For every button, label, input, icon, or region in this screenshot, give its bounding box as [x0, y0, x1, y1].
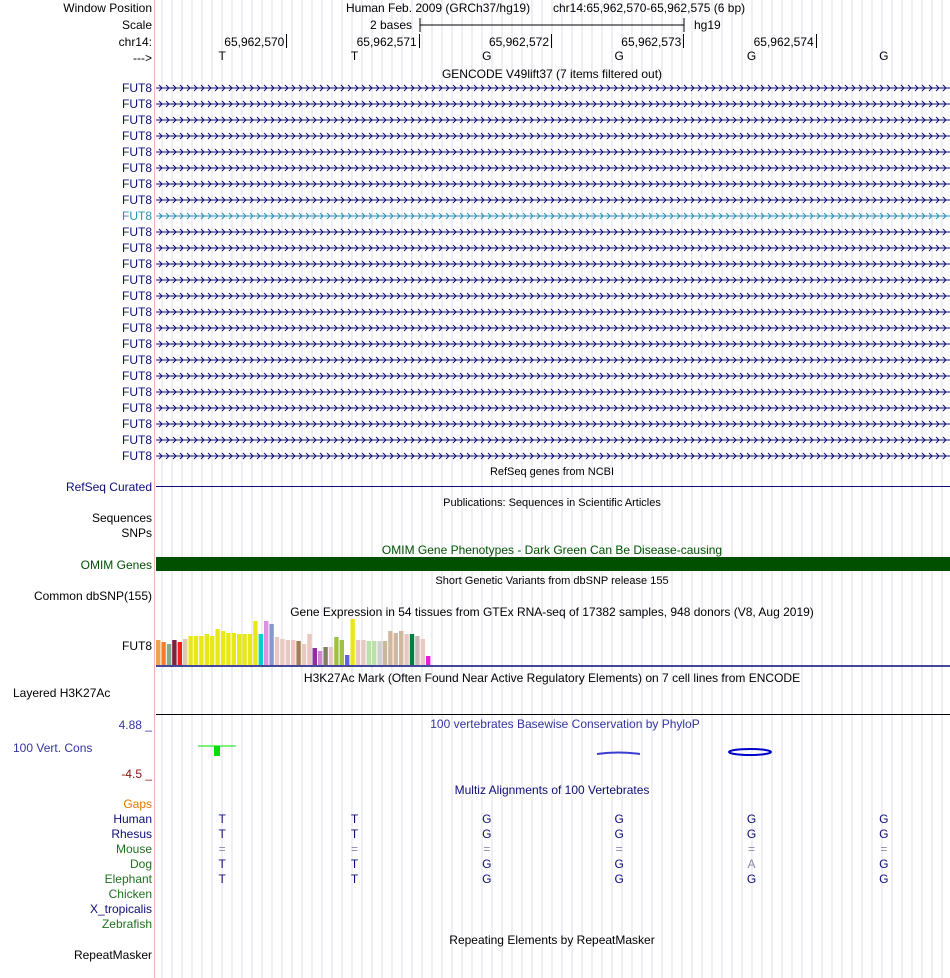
gencode-gene-label[interactable]: FUT8 — [122, 273, 152, 287]
species-label[interactable]: X_tropicalis — [89, 902, 152, 916]
gtex-tissue-bar — [242, 634, 246, 665]
alignment-base: G — [482, 827, 492, 841]
alignment-base: G — [482, 872, 492, 886]
gtex-tissue-bar — [421, 639, 425, 665]
gtex-tissue-bar — [399, 631, 403, 665]
gtex-tissue-bar — [302, 644, 306, 665]
gencode-transcript — [156, 197, 950, 203]
multiz-title: Multiz Alignments of 100 Vertebrates — [454, 783, 650, 797]
ruler-tick — [683, 34, 684, 48]
gencode-gene-label[interactable]: FUT8 — [122, 353, 152, 367]
gtex-tissue-bar — [318, 651, 322, 665]
gtex-tissue-bar — [372, 641, 376, 665]
gencode-transcript — [156, 229, 950, 235]
scale-bar-text: 2 bases — [370, 18, 413, 32]
species-label[interactable]: Dog — [129, 857, 152, 871]
gtex-tissue-bar — [313, 648, 317, 665]
gtex-tissue-bar — [259, 634, 263, 665]
gencode-gene-label[interactable]: FUT8 — [122, 129, 152, 143]
gencode-gene-label[interactable]: FUT8 — [122, 385, 152, 399]
gencode-transcript — [156, 277, 950, 283]
gtex-tissue-bar — [383, 641, 387, 665]
phylop-label[interactable]: 100 Vert. Cons — [13, 741, 93, 755]
gencode-gene-label[interactable]: FUT8 — [122, 241, 152, 255]
ruler-position: 65,962,572 — [488, 35, 549, 49]
alignment-base: A — [747, 857, 756, 871]
track-image-column[interactable] — [156, 0, 950, 978]
ruler-tick — [286, 34, 287, 48]
gencode-gene-label[interactable]: FUT8 — [122, 97, 152, 111]
gencode-transcript — [156, 453, 950, 459]
species-label[interactable]: Mouse — [115, 842, 152, 856]
gtex-tissue-bar — [345, 655, 349, 665]
gtex-tissue-bar — [367, 641, 371, 665]
alignment-base: G — [482, 857, 492, 871]
gtex-tissue-bar — [426, 656, 430, 665]
ruler-position: 65,962,573 — [621, 35, 682, 49]
gtex-tissue-bar — [248, 634, 252, 665]
alignment-base: = — [483, 842, 491, 856]
alignment-base: G — [746, 812, 757, 826]
gtex-tissue-bar — [356, 640, 360, 665]
gtex-tissue-bar — [237, 634, 241, 665]
alignment-base: = — [880, 842, 888, 856]
gtex-tissue-bar — [361, 640, 365, 665]
scale-label: Scale — [121, 18, 152, 32]
alignment-base: T — [218, 812, 226, 826]
sequences-label[interactable]: Sequences — [91, 511, 152, 525]
gencode-transcript — [156, 325, 950, 331]
window-position-value: Human Feb. 2009 (GRCh37/hg19) — [346, 1, 531, 15]
gtex-title: Gene Expression in 54 tissues from GTEx RNA-seq of 17382 samples, 948 donors (V8, Aug 2019) — [290, 605, 814, 619]
gencode-title: GENCODE V49lift37 (7 items filtered out) — [441, 67, 663, 81]
phylop-negative-dip-1 — [597, 753, 640, 755]
species-label[interactable]: Human — [113, 812, 152, 826]
alignment-base: G — [482, 812, 492, 826]
gtex-tissue-bar — [329, 647, 333, 665]
gtex-tissue-bar — [188, 636, 192, 665]
alignment-base: G — [746, 827, 757, 841]
refseq-label[interactable]: RefSeq Curated — [65, 480, 152, 494]
gencode-transcript — [156, 357, 950, 363]
alignment-base: T — [218, 857, 226, 871]
window-position-range: chr14:65,962,570-65,962,575 (6 bp) — [553, 1, 746, 15]
alignment-base: G — [879, 812, 889, 826]
gencode-transcripts[interactable] — [156, 81, 950, 465]
h3k27ac-label[interactable]: Layered H3K27Ac — [13, 686, 111, 700]
gtex-tissue-bar — [410, 634, 414, 665]
gtex-tissue-bar — [264, 621, 268, 665]
gencode-transcript — [156, 181, 950, 187]
gtex-tissue-bar — [253, 621, 257, 665]
gencode-transcript — [156, 309, 950, 315]
gencode-transcript — [156, 133, 950, 139]
gencode-transcript — [156, 341, 950, 347]
gencode-gene-label[interactable]: FUT8 — [122, 193, 152, 207]
ruler-base: T — [350, 49, 359, 63]
gtex-tissue-bar — [280, 639, 284, 665]
gtex-bar-chart[interactable] — [156, 619, 950, 667]
alignment-base: G — [879, 857, 889, 871]
publications-title: Publications: Sequences in Scientific Articles — [443, 497, 661, 509]
gtex-label[interactable]: FUT8 — [122, 639, 152, 653]
gtex-tissue-bar — [334, 637, 338, 665]
gencode-gene-label[interactable]: FUT8 — [122, 401, 152, 415]
gtex-tissue-bar — [275, 637, 279, 665]
h3k27ac-title: H3K27Ac Mark (Often Found Near Active Regulatory Elements) on 7 cell lines from ENCODE — [303, 671, 801, 685]
gencode-gene-label[interactable]: FUT8 — [122, 209, 152, 223]
refseq-title: RefSeq genes from NCBI — [489, 466, 615, 478]
scale-assembly: hg19 — [694, 18, 721, 32]
repeatmasker-label[interactable]: RepeatMasker — [73, 948, 152, 962]
gtex-tissue-bar — [199, 636, 203, 665]
alignment-base: G — [879, 827, 889, 841]
phylop-min-label: -4.5 _ — [121, 767, 152, 781]
gencode-transcript — [156, 149, 950, 155]
gtex-tissue-bar — [205, 634, 209, 665]
gtex-tissue-bar — [377, 641, 381, 665]
species-label[interactable]: Zebrafish — [101, 917, 152, 931]
alignment-base: = — [747, 842, 756, 856]
gtex-tissue-bar — [415, 636, 419, 665]
gencode-transcript — [156, 373, 950, 379]
gencode-transcript — [156, 213, 950, 219]
gtex-tissue-bar — [167, 644, 171, 665]
gencode-gene-label[interactable]: FUT8 — [122, 449, 152, 463]
gtex-tissue-bar — [394, 633, 398, 665]
ruler-tick — [551, 34, 552, 48]
gtex-tissue-bar — [183, 639, 187, 665]
ruler-tick — [816, 34, 817, 48]
ruler-base: G — [746, 49, 757, 63]
gencode-transcript — [156, 405, 950, 411]
ruler-position: 65,962,571 — [356, 35, 417, 49]
ruler-base: G — [879, 49, 889, 63]
alignment-base: G — [614, 857, 624, 871]
gtex-tissue-bar — [296, 641, 300, 665]
gtex-tissue-bar — [307, 634, 311, 665]
alignment-base: G — [879, 872, 889, 886]
gencode-transcript — [156, 85, 950, 91]
alignment-base: G — [614, 827, 624, 841]
alignment-base: T — [350, 872, 359, 886]
ruler-position: 65,962,574 — [753, 35, 814, 49]
omim-feature-bar[interactable] — [156, 557, 950, 571]
gencode-gene-label[interactable]: FUT8 — [122, 257, 152, 271]
phylop-title: 100 vertebrates Basewise Conservation by PhyloP — [430, 717, 700, 731]
ruler-base: G — [482, 49, 492, 63]
phylop-positive-peak — [214, 746, 220, 756]
ruler-base: G — [614, 49, 624, 63]
gencode-gene-label[interactable]: FUT8 — [122, 289, 152, 303]
gaps-label[interactable]: Gaps — [123, 797, 152, 811]
gencode-gene-label[interactable]: FUT8 — [122, 369, 152, 383]
snps-label[interactable]: SNPs — [121, 526, 152, 540]
alignment-base: T — [218, 872, 226, 886]
alignment-base: G — [746, 872, 757, 886]
window-position-label: Window Position — [63, 1, 152, 15]
alignment-base: G — [614, 812, 624, 826]
species-label[interactable]: Chicken — [108, 887, 152, 901]
gtex-tissue-bar — [232, 633, 236, 665]
ruler-position: 65,962,570 — [224, 35, 285, 49]
gencode-gene-label[interactable]: FUT8 — [122, 81, 152, 95]
alignment-base: = — [615, 842, 623, 856]
phylop-negative-dip-2 — [729, 749, 771, 755]
alignment-base: T — [350, 857, 359, 871]
h3k27ac-baseline — [156, 714, 950, 715]
track-label-column — [0, 0, 155, 978]
species-label[interactable]: Rhesus — [111, 827, 152, 841]
gencode-transcript — [156, 261, 950, 267]
gtex-tissue-bar — [286, 640, 290, 665]
gtex-tissue-bar — [156, 640, 160, 665]
gencode-transcript — [156, 437, 950, 443]
gencode-gene-label[interactable]: FUT8 — [122, 321, 152, 335]
species-label[interactable]: Elephant — [104, 872, 152, 886]
gtex-tissue-bar — [210, 636, 214, 665]
ruler-tick — [419, 34, 420, 48]
gtex-tissue-bar — [215, 629, 219, 665]
gencode-transcript — [156, 117, 950, 123]
gencode-gene-label[interactable]: FUT8 — [122, 177, 152, 191]
omim-title: OMIM Gene Phenotypes - Dark Green Can Be Disease-causing — [381, 543, 723, 557]
strand-label: ---> — [133, 51, 152, 65]
gtex-tissue-bar — [350, 619, 354, 665]
dbsnp-label[interactable]: Common dbSNP(155) — [33, 589, 152, 603]
column-divider — [154, 0, 155, 978]
scale-bar — [418, 17, 688, 33]
phylop-max-label: 4.88 _ — [118, 718, 152, 732]
phylop-signal[interactable] — [156, 735, 950, 775]
alignment-base: T — [218, 827, 226, 841]
gtex-tissue-bar — [226, 633, 230, 665]
gencode-gene-label[interactable]: FUT8 — [122, 145, 152, 159]
gtex-tissue-bar — [178, 642, 182, 665]
gencode-gene-label[interactable]: FUT8 — [122, 161, 152, 175]
omim-label[interactable]: OMIM Genes — [80, 558, 152, 572]
gencode-transcript — [156, 421, 950, 427]
gencode-transcript — [156, 293, 950, 299]
chrom-label: chr14: — [118, 35, 152, 49]
gencode-transcript — [156, 101, 950, 107]
alignment-base: = — [218, 842, 226, 856]
gencode-transcript — [156, 389, 950, 395]
gencode-gene-label[interactable]: FUT8 — [122, 113, 152, 127]
gtex-tissue-bar — [269, 624, 273, 665]
refseq-line[interactable] — [156, 486, 950, 487]
gencode-transcript — [156, 245, 950, 251]
gtex-tissue-bar — [388, 631, 392, 665]
alignment-base: T — [350, 812, 359, 826]
gtex-tissue-bar — [172, 640, 176, 665]
gencode-gene-label[interactable]: FUT8 — [122, 433, 152, 447]
gtex-tissue-bar — [221, 631, 225, 665]
dbsnp-title: Short Genetic Variants from dbSNP release 155 — [435, 575, 669, 587]
gtex-tissue-bar — [404, 634, 408, 665]
gtex-tissue-bar — [291, 640, 295, 665]
gtex-tissue-bar — [194, 636, 198, 665]
gencode-gene-label[interactable]: FUT8 — [122, 225, 152, 239]
gencode-gene-label[interactable]: FUT8 — [122, 337, 152, 351]
ruler-base: T — [218, 49, 226, 63]
repeatmasker-title: Repeating Elements by RepeatMasker — [449, 933, 655, 947]
gencode-gene-label[interactable]: FUT8 — [122, 305, 152, 319]
gtex-tissue-bar — [340, 640, 344, 665]
gencode-transcript — [156, 165, 950, 171]
gtex-tissue-bar — [161, 642, 165, 665]
gtex-tissue-bar — [323, 647, 327, 665]
alignment-base: = — [350, 842, 359, 856]
alignment-base: T — [350, 827, 359, 841]
gencode-gene-label[interactable]: FUT8 — [122, 417, 152, 431]
alignment-base: G — [614, 872, 624, 886]
